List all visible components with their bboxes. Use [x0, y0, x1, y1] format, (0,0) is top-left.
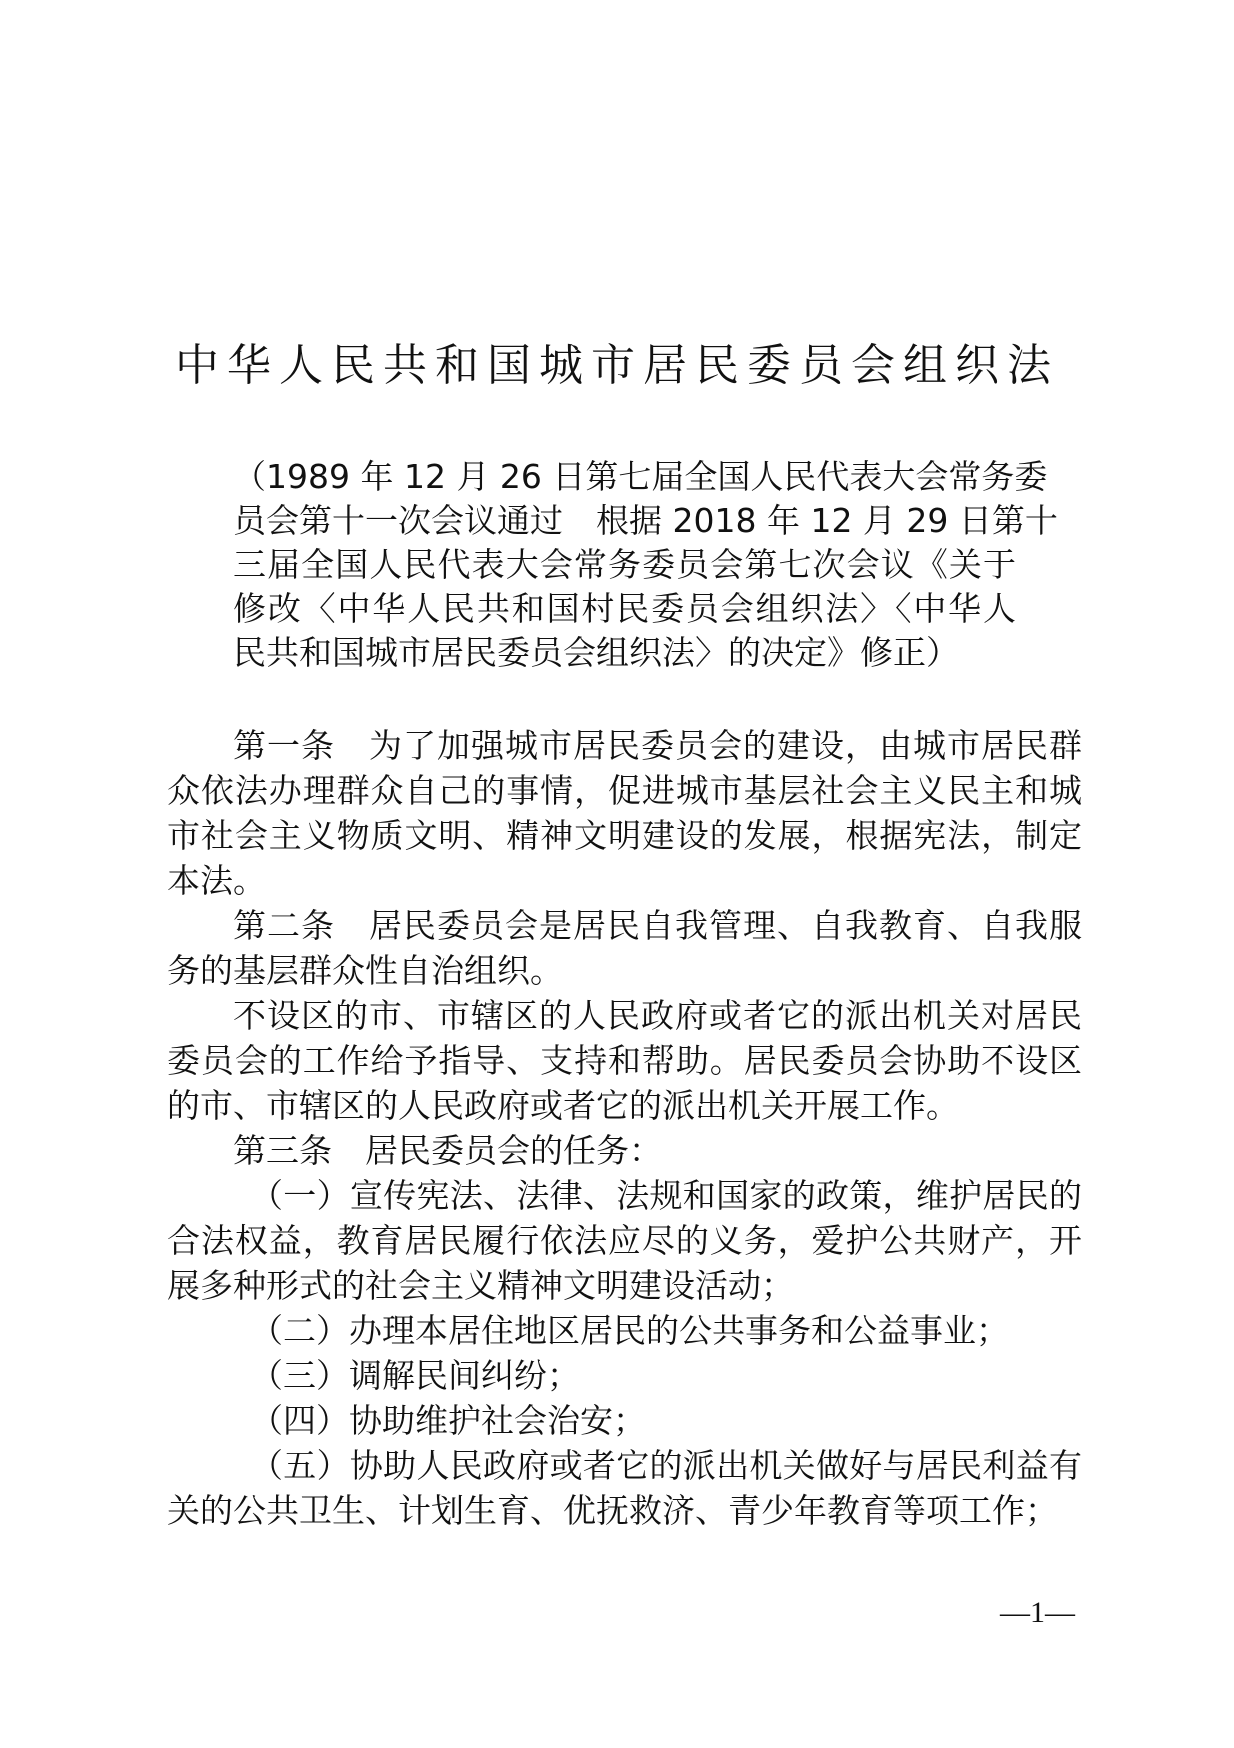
- article-2-line: 务的基层群众性自治组织。: [167, 951, 563, 990]
- article-3-item-line: 展多种形式的社会主义精神文明建设活动；: [167, 1266, 794, 1305]
- article-2-line: 的市、市辖区的人民政府或者它的派出机关开展工作。: [167, 1086, 959, 1125]
- article-2-line: 第二条 居民委员会是居民自我管理、自我教育、自我服: [233, 906, 1082, 945]
- article-3-item-line: （三）调解民间纠纷；: [250, 1356, 580, 1395]
- article-3-item-line: 合法权益，教育居民履行依法应尽的义务，爱护公共财产，开: [167, 1221, 1082, 1260]
- article-3-item-line: （二）办理本居住地区居民的公共事务和公益事业；: [250, 1311, 1009, 1350]
- preface-line: 员会第十一次会议通过 根据 2018 年 12 月 29 日第十: [233, 501, 1058, 540]
- preface-line: 民共和国城市居民委员会组织法〉的决定》修正）: [233, 633, 959, 672]
- article-1-line: 市社会主义物质文明、精神文明建设的发展，根据宪法，制定: [167, 816, 1082, 855]
- article-3-line: 第三条 居民委员会的任务：: [233, 1131, 662, 1170]
- preface-line: 三届全国人民代表大会常务委员会第七次会议《关于: [233, 545, 1016, 584]
- article-3-item-line: （五）协助人民政府或者它的派出机关做好与居民利益有: [250, 1446, 1082, 1485]
- document-title: 中华人民共和国城市居民委员会组织法: [175, 340, 1059, 391]
- preface-line: （1989 年 12 月 26 日第七届全国人民代表大会常务委: [233, 457, 1048, 496]
- article-1-line: 众依法办理群众自己的事情，促进城市基层社会主义民主和城: [167, 771, 1082, 810]
- article-1-line: 本法。: [167, 861, 266, 900]
- article-3-item-line: （四）协助维护社会治安；: [250, 1401, 646, 1440]
- article-1-line: 第一条 为了加强城市居民委员会的建设，由城市居民群: [233, 726, 1082, 765]
- article-2-line: 不设区的市、市辖区的人民政府或者它的派出机关对居民: [233, 996, 1082, 1035]
- preface-line: 修改〈中华人民共和国村民委员会组织法〉〈中华人: [233, 589, 1016, 628]
- article-2-line: 委员会的工作给予指导、支持和帮助。居民委员会协助不设区: [167, 1041, 1082, 1080]
- page-number: —1—: [1000, 1596, 1075, 1629]
- article-3-item-line: （一）宣传宪法、法律、法规和国家的政策，维护居民的: [250, 1176, 1082, 1215]
- article-3-item-line: 关的公共卫生、计划生育、优抚救济、青少年教育等项工作；: [167, 1491, 1058, 1530]
